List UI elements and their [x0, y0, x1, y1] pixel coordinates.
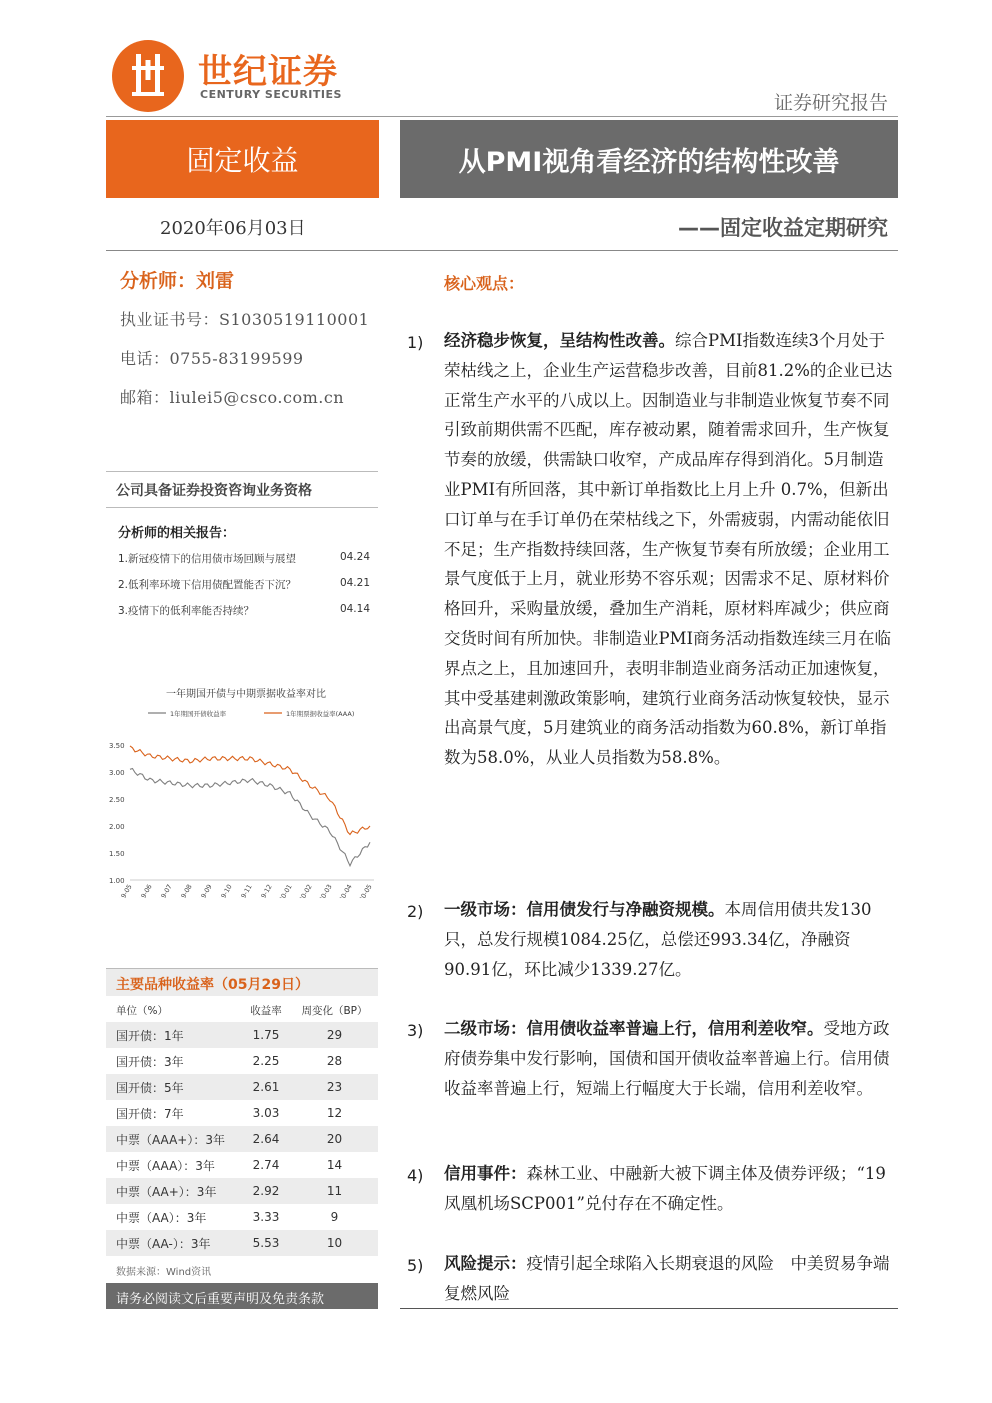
column-header: 单位（%）: [116, 1004, 168, 1017]
chart-lines: [130, 746, 370, 866]
related-report-date: 04.24: [339, 551, 370, 563]
related-report-title: 1.新冠疫情下的信用债市场回顾与展望: [118, 553, 297, 565]
point-text: 受地方政府债券集中发行影响，国债和国开债收益率普遍上行。信用债收益率普遍上行，短端上行幅度大于长端，信用利差收窄。: [444, 1019, 890, 1098]
weekly-change-cell: 23: [291, 1074, 378, 1100]
chart-legend: [148, 709, 354, 718]
chart-svg: [106, 683, 378, 898]
instrument-cell: 中票（AAA+）：3年: [106, 1126, 241, 1152]
chart-axes: [109, 742, 374, 898]
point-number: 1): [407, 333, 424, 352]
x-tick-label: 20-04: [337, 883, 354, 898]
yield-cell: 2.92: [241, 1178, 291, 1204]
y-tick-label: 1.00: [109, 877, 125, 885]
x-tick-label: 19-12: [257, 883, 274, 898]
disclaimer-banner[interactable]: 请务必阅读文后重要声明及免责条款: [106, 1283, 378, 1309]
related-report-title: 2.低利率环境下信用债配置能否下沉？: [118, 579, 297, 591]
report-subtitle: ——固定收益定期研究: [678, 216, 888, 240]
weekly-change-cell: 29: [291, 1022, 378, 1048]
point-lead: 风险提示：: [444, 1254, 527, 1273]
table-header-row: [106, 998, 378, 1022]
related-report-date: 04.14: [339, 603, 370, 615]
title-banner: [400, 120, 898, 198]
y-tick-label: 1.50: [109, 850, 125, 858]
table-row: [106, 1204, 378, 1230]
instrument-cell: 国开债：3年: [116, 1054, 184, 1069]
yield-cell: 2.25: [252, 1054, 280, 1068]
x-tick-label: 19-05: [117, 883, 134, 898]
core-point: [444, 1159, 894, 1219]
x-tick-label: 19-07: [157, 883, 174, 898]
x-tick-label: 20-03: [317, 883, 334, 898]
x-tick-label: 19-06: [137, 883, 154, 898]
core-point: [444, 895, 894, 984]
divider: [106, 507, 378, 508]
point-lead: 一级市场：信用债发行与净融资规模。: [444, 900, 725, 919]
point-lead: 经济稳步恢复，呈结构性改善。: [444, 331, 675, 350]
table-row: [106, 1126, 378, 1152]
brand-name-cn: 世纪证券: [198, 52, 338, 92]
weekly-change-cell: 28: [326, 1054, 343, 1068]
point-number: 5): [407, 1256, 424, 1275]
bottom-divider: [400, 1308, 898, 1309]
point-number: 2): [407, 902, 424, 921]
legend-label: 1年期票据收益率(AAA): [286, 710, 355, 718]
report-date: 2020年06月03日: [160, 218, 306, 239]
column-header: 收益率: [250, 1004, 282, 1017]
yield-cell: 5.53: [241, 1230, 291, 1256]
category-banner: [106, 120, 379, 198]
point-text: 本周信用债共发130只，总发行规模1084.25亿，总偿还993.34亿，净融资90.91亿，环比减少1339.27亿。: [444, 900, 872, 979]
x-tick-label: 19-09: [197, 883, 214, 898]
yield-cell: 2.61: [241, 1074, 291, 1100]
yield-cell: 2.64: [241, 1126, 291, 1152]
instrument-cell: 中票（AAA）：3年: [116, 1158, 215, 1173]
x-tick-label: 19-11: [237, 883, 254, 898]
brand-name-en: CENTURY SECURITIES: [200, 88, 342, 101]
yield-cell: 1.75: [241, 1022, 291, 1048]
table-row: [106, 1152, 378, 1178]
point-number: 4): [407, 1166, 424, 1185]
instrument-cell: 国开债：1年: [106, 1022, 241, 1048]
report-title: 从PMI视角看经济的结构性改善: [458, 146, 840, 178]
category-label: 固定收益: [186, 144, 299, 177]
point-text: 疫情引起全球陷入长期衰退的风险 中美贸易争端复燃风险: [444, 1254, 890, 1303]
point-text: 森林工业、中融新大被下调主体及债券评级；“19凤凰机场SCP001”兑付存在不确定性。: [444, 1164, 886, 1213]
yield-cell: 3.33: [252, 1210, 280, 1224]
analyst-name: 分析师：刘雷: [120, 270, 235, 292]
table-row: [106, 1178, 378, 1204]
series-line: [130, 746, 370, 835]
analyst-email[interactable]: 邮箱：liulei5@csco.com.cn: [120, 388, 345, 407]
chart-title: 一年期国开债与中期票据收益率对比: [166, 689, 326, 700]
table-row: [106, 1100, 378, 1126]
related-report-title: 3.疫情下的低利率能否持续？: [118, 605, 255, 617]
y-tick-label: 3.00: [109, 769, 125, 777]
related-report-item[interactable]: [118, 603, 370, 618]
x-tick-label: 20-01: [277, 883, 294, 898]
yields-table: [106, 998, 378, 1256]
instrument-cell: 中票（AA+）：3年: [106, 1178, 241, 1204]
table-row: [106, 1074, 378, 1100]
y-tick-label: 3.50: [109, 742, 125, 750]
core-point: [444, 1249, 894, 1309]
weekly-change-cell: 20: [291, 1126, 378, 1152]
yield-cell: 2.74: [252, 1158, 280, 1172]
column-header: 周变化（BP）: [301, 1004, 368, 1017]
x-tick-label: 19-10: [217, 883, 234, 898]
section-divider: [106, 250, 898, 251]
header-divider: [106, 116, 898, 117]
y-tick-label: 2.50: [109, 796, 125, 804]
related-report-item[interactable]: [118, 551, 370, 566]
point-lead: 信用事件：: [444, 1164, 527, 1183]
series-line: [130, 769, 370, 866]
table-row: [106, 1022, 378, 1048]
core-point: [444, 1014, 894, 1103]
weekly-change-cell: 11: [291, 1178, 378, 1204]
instrument-cell: 中票（AA-）：3年: [106, 1230, 241, 1256]
analyst-cert: 执业证书号：S1030519110001: [120, 310, 370, 329]
instrument-cell: 国开债：7年: [116, 1106, 184, 1121]
instrument-cell: 国开债：5年: [106, 1074, 241, 1100]
data-source: 数据来源：Wind资讯: [116, 1267, 212, 1278]
legend-label: 1年期国开债收益率: [170, 710, 227, 718]
divider: [106, 471, 378, 472]
yields-table-title: 主要品种收益率（05月29日）: [106, 968, 378, 996]
x-tick-label: 20-05: [357, 883, 374, 898]
x-tick-label: 19-08: [177, 883, 194, 898]
report-type: 证券研究报告: [773, 92, 888, 114]
yield-comparison-chart: [106, 683, 378, 898]
instrument-cell: 中票（AA）：3年: [116, 1210, 207, 1225]
related-reports-title: 分析师的相关报告：: [118, 526, 236, 541]
table-row: [106, 1230, 378, 1256]
y-tick-label: 2.00: [109, 823, 125, 831]
yield-cell: 3.03: [252, 1106, 280, 1120]
weekly-change-cell: 12: [326, 1106, 343, 1120]
point-number: 3): [407, 1021, 424, 1040]
company-logo-icon: [112, 40, 184, 112]
weekly-change-cell: 14: [326, 1158, 343, 1172]
x-tick-label: 20-02: [297, 883, 314, 898]
weekly-change-cell: 10: [291, 1230, 378, 1256]
point-lead: 二级市场：信用债收益率普遍上行，信用利差收窄。: [444, 1019, 824, 1038]
core-point: [444, 326, 894, 773]
table-row: [106, 1048, 378, 1074]
related-report-date: 04.21: [339, 577, 370, 589]
related-report-item[interactable]: [118, 577, 370, 592]
core-views-title: 核心观点：: [444, 274, 525, 293]
qualification-note: 公司具备证券投资咨询业务资格: [116, 483, 312, 499]
weekly-change-cell: 9: [330, 1210, 339, 1224]
point-text: 综合PMI指数连续3个月处于荣枯线之上，企业生产运营稳步改善，目前81.2%的企业已达正常生产水平的八成以上。因制造业与非制造业恢复节奏不同引致前期供需不匹配，库存被动累，随着需求回升，生产恢复节奏的放缓，供需缺口收窄，产成品库存得到消化。5月制造业PMI有所回落，其中新订单指数比上月上升 0.7%，但新出口订单与在手订单仍在荣枯线之下，外需疲弱，内需动能依旧不足；生产指数持续回落，生产恢复节奏有所放缓；企业用工景气度低于上月，就业形势不容乐观；因需求不足、原材料价格回升，采购量放缓，叠加生产消耗，原材料库减少；供应商交货时间有所加快。非制造业PMI商务活动指数连续三月在临界点之上，且加速回升，表明非制造业商务活动正加速恢复，其中受基建刺激政策影响，建筑行业商务活动恢复较快，显示出高景气度，5月建筑业的商务活动指数为60.8%，新订单指数为58.0%，从业人员指数为58.8%。: [444, 331, 893, 768]
analyst-phone: 电话：0755-83199599: [120, 349, 304, 368]
